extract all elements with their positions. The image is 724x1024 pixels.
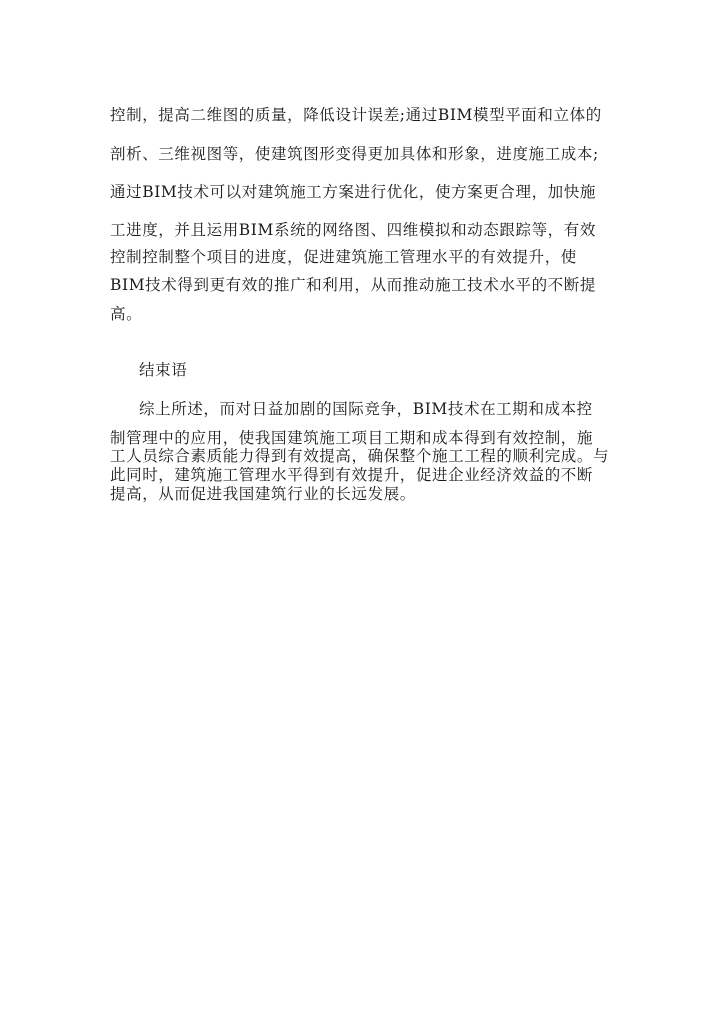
text-line: 高。	[110, 305, 143, 323]
text-line: BIM技术得到更有效的推广和利用，从而推动施工技术水平的不断提	[110, 276, 596, 294]
text-line: 综上所述，而对日益加剧的国际竞争，BIM技术在工期和成本控	[139, 400, 593, 418]
text-line: 制管理中的应用，使我国建筑施工项目工期和成本得到有效控制，施	[110, 429, 594, 447]
text-line: 工人员综合素质能力得到有效提高，确保整个施工工程的顺利完成。与	[110, 447, 610, 465]
text-line: 剖析、三维视图等，使建筑图形变得更加具体和形象，进度施工成本;	[110, 145, 599, 163]
text-line: 控制，提高二维图的质量，降低设计误差;通过BIM模型平面和立体的	[110, 106, 602, 124]
text-line: 通过BIM技术可以对建筑施工方案进行优化，使方案更合理，加快施	[110, 183, 596, 201]
section-heading: 结束语	[139, 361, 188, 379]
text-line: 控制控制整个项目的进度，促进建筑施工管理水平的有效提升，使	[110, 248, 577, 266]
text-line: 提高，从而促进我国建筑行业的长远发展。	[110, 485, 416, 503]
text-line: 工进度，并且运用BIM系统的网络图、四维模拟和动态跟踪等，有效	[110, 221, 596, 239]
text-line: 此同时，建筑施工管理水平得到有效提升，促进企业经济效益的不断	[110, 466, 594, 484]
